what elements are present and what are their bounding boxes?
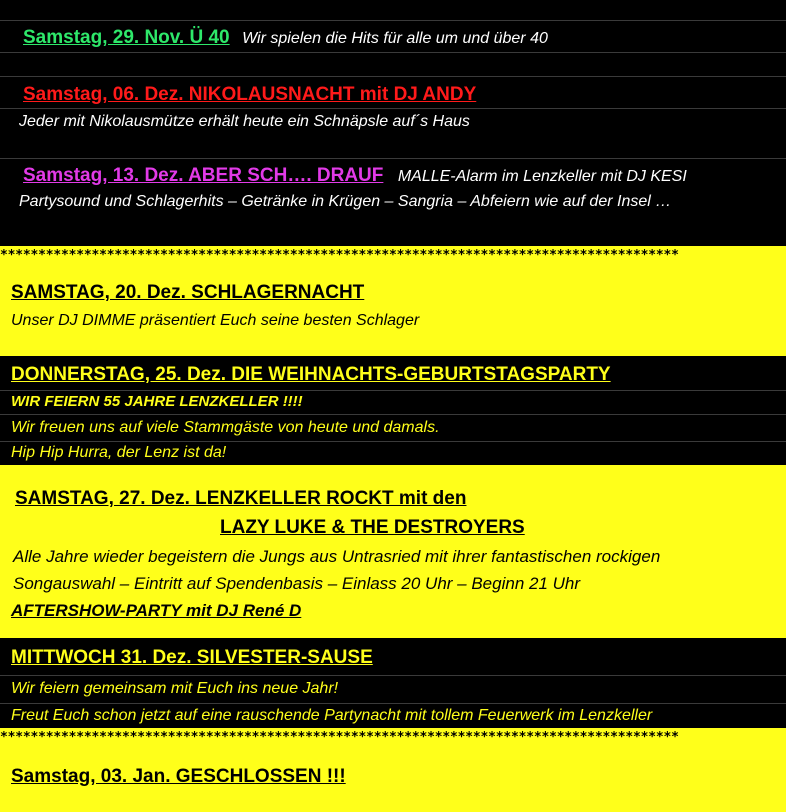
event-description: Alle Jahre wieder begeistern die Jungs aus Untrasried mit ihrer fantastischen rockigen xyxy=(13,547,661,566)
event-title: MITTWOCH 31. Dez. SILVESTER-SAUSE xyxy=(11,647,373,668)
divider xyxy=(0,76,786,77)
event-highlight: WIR FEIERN 55 JAHRE LENZKELLER !!!! xyxy=(11,393,303,410)
event-title: DONNERSTAG, 25. Dez. DIE WEIHNACHTS-GEBURTSTAGSPARTY xyxy=(11,364,611,385)
divider xyxy=(0,414,786,415)
event-description: Hip Hip Hurra, der Lenz ist da! xyxy=(11,444,227,461)
event-description: Partysound und Schlagerhits – Getränke in Krügen – Sangria – Abfeiern wie auf der Insel … xyxy=(19,193,672,210)
event-description: Wir freuen uns auf viele Stammgäste von heute und damals. xyxy=(11,419,440,436)
event-description: Freut Euch schon jetzt auf eine rauschende Partynacht mit tollem Feuerwerk im Lenzkeller xyxy=(11,707,653,724)
event-band-name: LAZY LUKE & THE DESTROYERS xyxy=(220,517,525,538)
divider xyxy=(0,441,786,442)
event-row-dec31-desc xyxy=(11,680,338,698)
event-row-jan03 xyxy=(11,766,346,788)
event-description: Wir feiern gemeinsam mit Euch ins neue Jahr! xyxy=(11,680,339,697)
event-title: Samstag, 06. Dez. NIKOLAUSNACHT mit DJ ANDY xyxy=(23,84,477,105)
event-description: MALLE-Alarm im Lenzkeller mit DJ KESI xyxy=(397,168,687,185)
black-section-top xyxy=(0,0,786,246)
event-row-dec13 xyxy=(23,165,687,187)
event-row-dec31 xyxy=(11,647,373,669)
divider xyxy=(0,703,786,704)
event-row-dec20 xyxy=(11,282,364,304)
divider xyxy=(0,390,786,391)
divider xyxy=(0,158,786,159)
divider xyxy=(0,20,786,21)
event-row-dec20-desc xyxy=(11,312,419,330)
divider xyxy=(0,52,786,53)
star-separator: ***************************************************************************************** xyxy=(0,248,679,263)
yellow-section-dec27 xyxy=(0,465,786,638)
star-separator: ***************************************************************************************** xyxy=(0,730,679,745)
event-row-dec25-desc xyxy=(11,419,440,437)
event-row-dec06-desc xyxy=(19,113,470,131)
divider xyxy=(0,675,786,676)
event-row-dec27-desc2 xyxy=(13,574,580,594)
event-title: SAMSTAG, 20. Dez. SCHLAGERNACHT xyxy=(11,282,365,303)
divider xyxy=(0,108,786,109)
event-row-dec13-desc xyxy=(19,193,671,211)
event-aftershow: AFTERSHOW-PARTY mit DJ René D xyxy=(11,601,302,620)
event-description: Songauswahl – Eintritt auf Spendenbasis – Einlass 20 Uhr – Beginn 21 Uhr xyxy=(13,574,581,593)
event-row-dec25 xyxy=(11,364,611,386)
black-section-dec31 xyxy=(0,638,786,728)
event-row-dec27-desc xyxy=(13,547,660,567)
event-row-nov29 xyxy=(23,27,548,49)
yellow-section-dec20 xyxy=(0,246,786,356)
event-description: Wir spielen die Hits für alle um und über 40 xyxy=(242,30,548,47)
event-row-dec27 xyxy=(15,488,466,510)
event-title: Samstag, 13. Dez. ABER SCH…. DRAUF xyxy=(23,165,384,186)
event-row-dec25-highlight xyxy=(11,393,303,411)
yellow-section-jan03 xyxy=(0,728,786,812)
event-row-dec27-aftershow xyxy=(11,601,301,621)
event-row-dec27-band xyxy=(220,517,525,539)
event-description: Jeder mit Nikolausmütze erhält heute ein Schnäpsle auf´s Haus xyxy=(19,113,470,130)
event-description: Unser DJ DIMME präsentiert Euch seine besten Schlager xyxy=(11,312,420,329)
black-section-dec25 xyxy=(0,356,786,465)
event-row-dec31-desc2 xyxy=(11,707,652,725)
event-row-dec06 xyxy=(23,84,476,106)
event-title: Samstag, 03. Jan. GESCHLOSSEN !!! xyxy=(11,766,346,787)
event-title: Samstag, 29. Nov. Ü 40 xyxy=(23,27,230,48)
event-title: SAMSTAG, 27. Dez. LENZKELLER ROCKT mit den xyxy=(15,488,467,509)
event-row-dec25-desc2 xyxy=(11,444,226,462)
